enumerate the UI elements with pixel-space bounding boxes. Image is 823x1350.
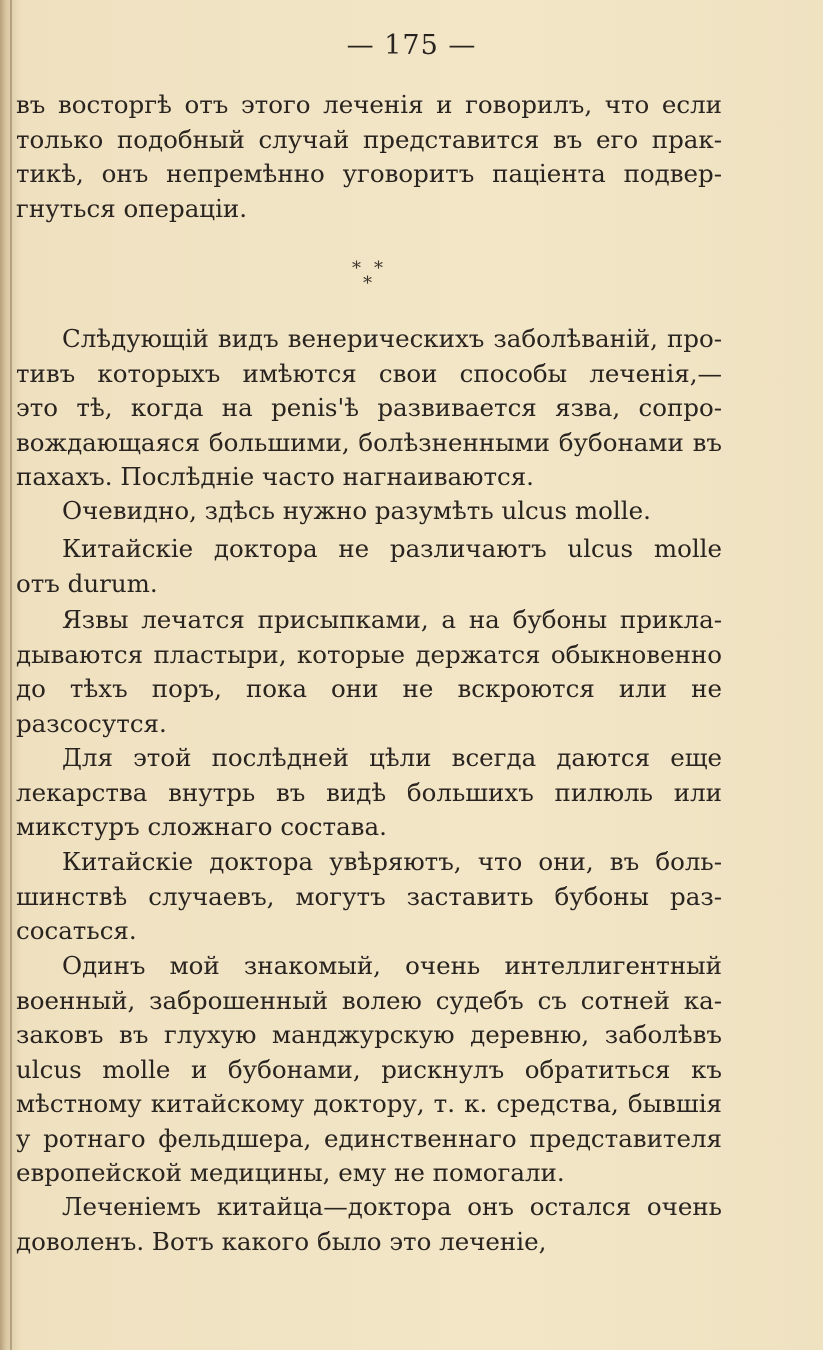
- text-line: пахахъ. Послѣдніе часто нагнаиваются.: [16, 462, 534, 491]
- text-line: дываются пластыри, которые держатся обыкновенно: [16, 639, 722, 669]
- text-line: гнуться операціи.: [16, 193, 248, 223]
- paragraph-7: [16, 845, 722, 949]
- page-binding-edge: [10, 0, 12, 1350]
- paragraph-5: [16, 603, 722, 741]
- paragraph-4: [16, 532, 722, 601]
- paragraph-9: [16, 1190, 722, 1259]
- text-line: шинствѣ случаевъ, могутъ заставить бубоны раз-: [16, 881, 722, 911]
- text-line: Китайскіе доктора не различаютъ ulcus molle: [62, 534, 722, 563]
- text-line: лекарства внутрь въ видѣ большихъ пилюль или: [16, 777, 722, 807]
- text-line: микстуръ сложнаго состава.: [16, 812, 387, 841]
- text-line: военный, заброшенный волею судебъ съ сотней ка-: [16, 985, 722, 1015]
- text-line: отъ durum.: [16, 568, 158, 598]
- paragraph-3: [16, 494, 722, 529]
- text-line: сосаться.: [16, 916, 137, 945]
- text-line: заковъ въ глухую манджурскую деревню, заболѣвъ: [16, 1020, 722, 1049]
- text-line: ulcus molle и бубонами, рискнулъ обратиться къ: [16, 1054, 722, 1084]
- text-line: Очевидно, здѣсь нужно разумѣть ulcus molle.: [62, 496, 651, 525]
- text-line: Китайскіе доктора увѣряютъ, что они, въ боль-: [62, 847, 722, 876]
- paragraph-2: [16, 322, 722, 495]
- asterisk: *: [374, 258, 383, 279]
- text-line: Язвы лечатся присыпками, а на бубоны прикла-: [62, 605, 722, 634]
- page-number: — 175 —: [346, 30, 477, 61]
- text-line: это тѣ, когда на penis'ѣ развивается язва, сопро-: [16, 393, 722, 422]
- text-line: Леченіемъ китайца—доктора онъ остался очень: [62, 1192, 722, 1221]
- text-line: тивъ которыхъ имѣются свои способы леченія,—: [16, 358, 722, 388]
- text-line: Для этой послѣдней цѣли всегда даются еще: [62, 743, 722, 772]
- text-line: тикѣ, онъ непремѣнно уговоритъ паціента подвер-: [16, 159, 722, 188]
- text-line: европейской медицины, ему не помогали.: [16, 1158, 565, 1187]
- asterisk: *: [352, 258, 361, 279]
- text-line: мѣстному китайскому доктору, т. к. средства, бывшія: [16, 1089, 722, 1118]
- section-separator-asterism: [350, 258, 390, 294]
- text-line: Одинъ мой знакомый, очень интеллигентный: [62, 951, 722, 980]
- text-line: въ восторгѣ отъ этого леченія и говорилъ, что если: [16, 90, 722, 119]
- text-line: только подобный случай представится въ его прак-: [16, 124, 722, 154]
- asterisk: *: [363, 273, 372, 294]
- paragraph-6: [16, 741, 722, 845]
- text-line: Слѣдующій видъ венерическихъ заболѣваній, про-: [62, 324, 722, 353]
- paragraph-1: [16, 88, 722, 226]
- text-line: до тѣхъ поръ, пока они не вскроются или не: [16, 674, 722, 703]
- text-line: вождающаяся большими, болѣзненными бубонами въ: [16, 427, 722, 457]
- text-line: у ротнаго фельдшера, единственнаго представителя: [16, 1123, 722, 1153]
- paragraph-8: [16, 949, 722, 1191]
- text-line: доволенъ. Вотъ какого было это леченіе,: [16, 1226, 547, 1256]
- text-line: разсосутся.: [16, 708, 167, 738]
